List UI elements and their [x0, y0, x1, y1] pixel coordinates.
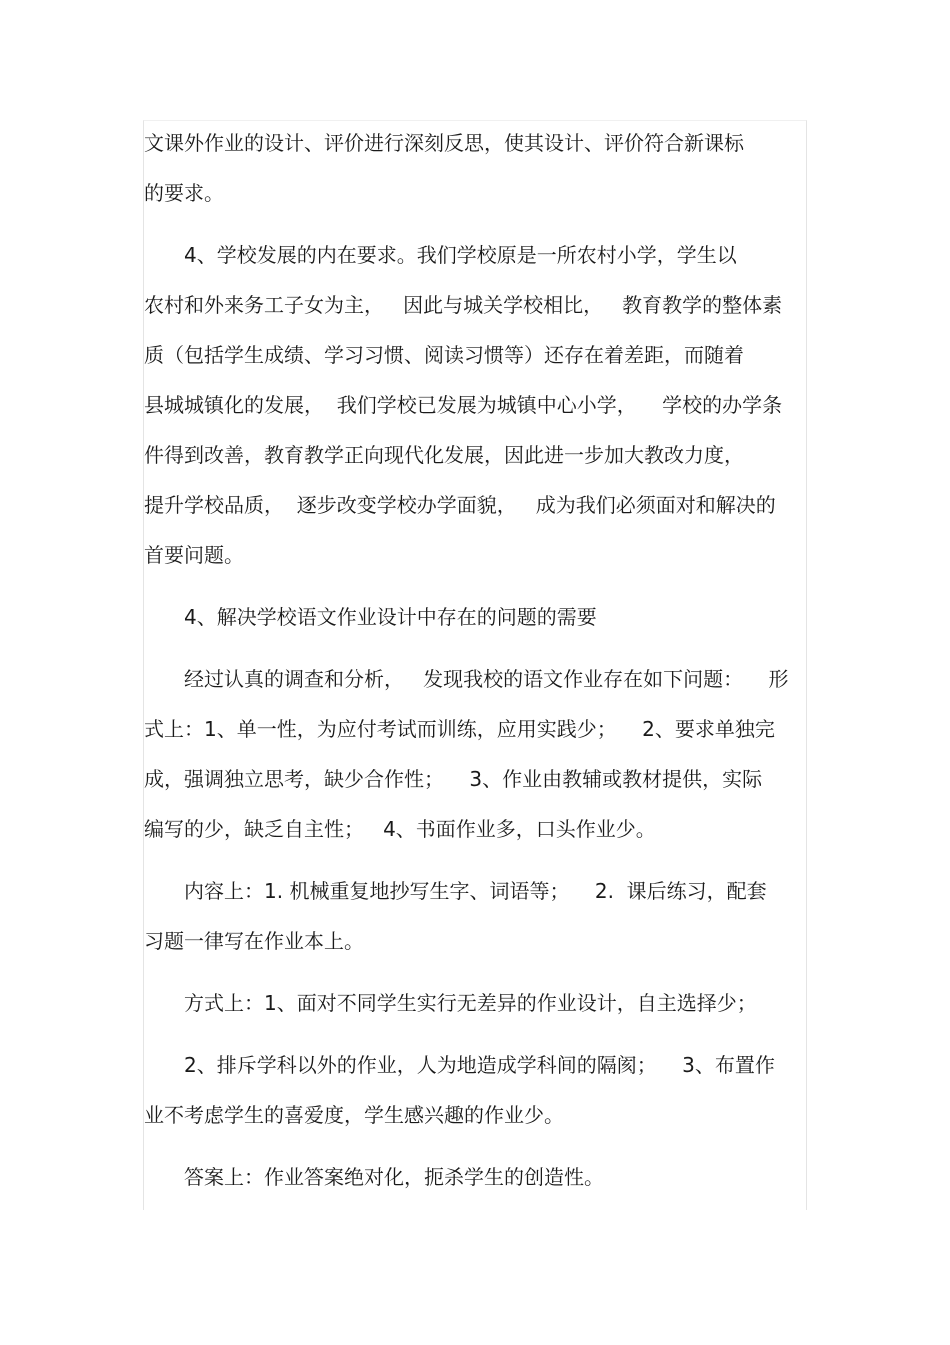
text-line: 编写的少，缺乏自主性； 4、书面作业多，口头作业少。: [144, 817, 656, 841]
paragraph-6: [144, 978, 806, 1028]
text-line: 经过认真的调查和分析， 发现我校的语文作业存在如下问题： 形: [184, 667, 789, 691]
text-line: 提升学校品质， 逐步改变学校办学面貌， 成为我们必须面对和解决的: [144, 493, 776, 517]
text-line: 农村和外来务工子女为主， 因此与城关学校相比， 教育教学的整体素: [144, 293, 783, 317]
text-line: 方式上：1、面对不同学生实行无差异的作业设计，自主选择少；: [184, 991, 757, 1015]
text-line: 答案上：作业答案绝对化，扼杀学生的创造性。: [184, 1165, 604, 1189]
paragraph-7: [144, 1040, 806, 1140]
paragraph-4: [144, 654, 806, 854]
text-line: 4、学校发展的内在要求。我们学校原是一所农村小学，学生以: [184, 243, 737, 267]
text-line: 县城城镇化的发展， 我们学校已发展为城镇中心小学， 学校的办学条: [144, 393, 783, 417]
text-line: 式上：1、单一性，为应付考试而训练，应用实践少； 2、要求单独完: [144, 717, 775, 741]
paragraph-3-heading: [144, 592, 806, 642]
text-line: 质（包括学生成绩、学习习惯、阅读习惯等）还存在着差距，而随着: [144, 343, 744, 367]
text-line: 的要求。: [144, 181, 224, 205]
paragraph-8: [144, 1152, 806, 1202]
text-line: 4、解决学校语文作业设计中存在的问题的需要: [184, 605, 597, 629]
paragraph-1: [144, 118, 806, 218]
text-line: 成，强调独立思考，缺少合作性； 3、作业由教辅或教材提供，实际: [144, 767, 763, 791]
text-line: 2、排斥学科以外的作业，人为地造成学科间的隔阂； 3、布置作: [184, 1053, 775, 1077]
text-line: 件得到改善，教育教学正向现代化发展，因此进一步加大教改力度，: [144, 443, 744, 467]
document-body: [144, 118, 806, 1202]
text-line: 文课外作业的设计、评价进行深刻反思，使其设计、评价符合新课标: [144, 131, 744, 155]
text-line: 首要问题。: [144, 543, 244, 567]
text-line: 习题一律写在作业本上。: [144, 929, 364, 953]
paragraph-2: [144, 230, 806, 580]
paragraph-5: [144, 866, 806, 966]
text-line: 业不考虑学生的喜爱度，学生感兴趣的作业少。: [144, 1103, 564, 1127]
text-line: 内容上：1. 机械重复地抄写生字、词语等； 2. 课后练习，配套: [184, 879, 767, 903]
